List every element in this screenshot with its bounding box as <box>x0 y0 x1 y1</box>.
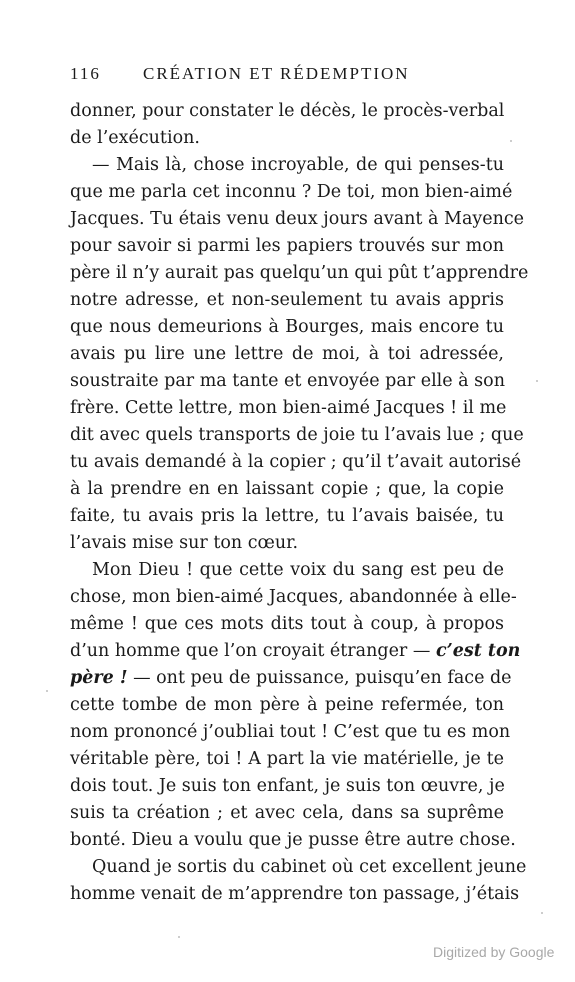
text-line: Mon Dieu ! que cette voix du sang est peu de <box>92 560 504 580</box>
text-line: avais pu lire une lettre de moi, à toi adressée, <box>70 344 504 364</box>
text-line: même ! que ces mots dits tout à coup, à propos <box>70 614 504 634</box>
page-number: 116 <box>70 64 101 83</box>
text-line <box>70 638 521 665</box>
text-line: dit avec quels transports de joie tu l’avais lue ; que <box>70 425 524 445</box>
text-line: véritable père, toi ! A part la vie matérielle, je te <box>70 749 504 769</box>
text-line: que me parla cet inconnu ? De toi, mon bien-aimé <box>70 182 513 202</box>
running-head <box>70 64 510 88</box>
paper-speck <box>46 690 48 692</box>
text-line: soustraite par ma tante et envoyée par elle à son <box>70 371 505 391</box>
paper-speck <box>510 140 512 142</box>
text-segment: d’un homme que l’on croyait étranger — <box>70 641 431 661</box>
text-line: père il n’y aurait pas quelqu’un qui pût t’apprendre <box>70 263 529 283</box>
text-line: homme venait de m’apprendre ton passage, j’étais <box>70 884 520 904</box>
text-segment: — ont peu de puissance, puisqu’en face de <box>133 668 512 688</box>
text-line: suis ta création ; et avec cela, dans sa suprême <box>70 803 504 823</box>
text-line: Jacques. Tu étais venu deux jours avant à Mayence <box>70 209 525 229</box>
text-line: faite, tu avais pris la lettre, tu l’avais baisée, tu <box>70 506 504 526</box>
text-line: frère. Cette lettre, mon bien-aimé Jacques ! il me <box>70 398 507 418</box>
paper-speck <box>178 936 180 938</box>
digitized-watermark: Digitized by Google <box>433 944 555 960</box>
text-line: dois tout. Je suis ton enfant, je suis ton œuvre, je <box>70 776 505 796</box>
text-line: l’avais mise sur ton cœur. <box>70 533 299 553</box>
body-text <box>70 98 529 908</box>
text-line: — Mais là, chose incroyable, de qui penses-tu <box>92 155 504 175</box>
text-line: que nous demeurions à Bourges, mais encore tu <box>70 317 504 337</box>
emphasis-text: père ! <box>70 668 128 688</box>
text-line: bonté. Dieu a voulu que je pusse être autre chose. <box>70 830 516 850</box>
text-line: pour savoir si parmi les papiers trouvés sur mon <box>70 236 504 256</box>
text-line: tu avais demandé à la copier ; qu’il t’avait autorisé <box>70 452 522 472</box>
paper-speck <box>541 912 543 914</box>
text-line <box>70 665 512 692</box>
running-title: CRÉATION ET RÉDEMPTION <box>143 64 410 83</box>
text-line: notre adresse, et non-seulement tu avais appris <box>70 290 504 310</box>
text-line: donner, pour constater le décès, le procès-verbal <box>70 101 505 121</box>
emphasis-text: c’est ton <box>435 641 521 661</box>
paper-speck <box>536 380 538 382</box>
text-line: à la prendre en en laissant copie ; que, la copie <box>70 479 504 499</box>
text-line: chose, mon bien-aimé Jacques, abandonnée à elle- <box>70 587 517 607</box>
text-line: nom prononcé j’oubliai tout ! C’est que tu es mon <box>70 722 511 742</box>
text-line: de l’exécution. <box>70 128 200 148</box>
text-line: cette tombe de mon père à peine refermée, ton <box>70 695 504 715</box>
text-line: Quand je sortis du cabinet où cet excellent jeune <box>92 857 527 877</box>
